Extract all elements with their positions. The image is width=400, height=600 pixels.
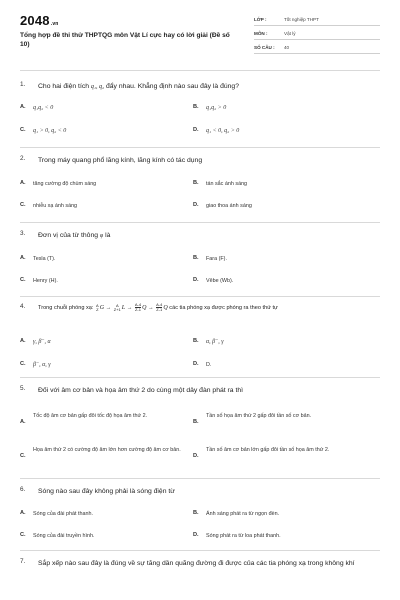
divider <box>20 377 380 378</box>
meta-key: LỚP : <box>254 17 267 22</box>
meta-row-class <box>254 14 380 26</box>
option-text: Henry (H). <box>33 278 58 284</box>
option-label: B. <box>193 510 199 516</box>
option-text: giao thoa ánh sáng <box>206 203 252 209</box>
stem-text: là <box>105 232 111 239</box>
divider <box>20 550 380 551</box>
option-label: B. <box>193 180 199 186</box>
meta-row-count <box>254 42 380 54</box>
option-label: B. <box>193 255 199 261</box>
option-text: q₁q₂ < 0 <box>33 105 54 111</box>
option-text: γ, β⁻, α <box>33 339 51 345</box>
option-text: q₁ > 0, q₂ < 0 <box>33 128 67 134</box>
option-text: Fara (F). <box>206 256 227 262</box>
stem-text: đẩy nhau. Khẳng định nào sau đây là đúng? <box>105 83 239 90</box>
divider <box>20 222 380 223</box>
site-logo[interactable] <box>20 13 59 28</box>
option-label: D. <box>193 532 199 538</box>
option-label: D. <box>193 361 199 367</box>
question-number: 6. <box>20 486 26 493</box>
stem-math: q₁, q₂ <box>90 84 105 90</box>
option-label: B. <box>193 104 199 110</box>
option-label: C. <box>20 532 26 538</box>
stem-text: các tia phóng xạ được phóng ra theo thứ tự <box>169 304 278 311</box>
divider <box>20 147 380 148</box>
question-number: 5. <box>20 385 26 392</box>
meta-value: Vật lý <box>284 31 296 36</box>
question-number: 4. <box>20 303 26 310</box>
document-title: Tổng hợp đề thi thử THPTQG môn Vật Lí cực hay có lời giải (Đề số 10) <box>20 32 230 48</box>
option-label: A. <box>20 338 26 344</box>
option-label: C. <box>20 453 26 459</box>
document-header <box>0 0 400 64</box>
logo-text: 2048 <box>20 13 50 28</box>
logo-suffix: .vn <box>50 21 59 27</box>
arrow-icon: → <box>105 304 112 311</box>
option-label: D. <box>193 127 199 133</box>
meta-value: 40 <box>284 45 290 50</box>
option-text: tán sắc ánh sáng <box>206 181 248 187</box>
nuclide-symbol: L <box>121 304 126 311</box>
nuclide-sup-sub: A Z+1 <box>113 302 121 312</box>
option-label: C. <box>20 127 26 133</box>
stem-math: φ <box>99 233 104 239</box>
option-text: Ánh sáng phát ra từ ngọn đèn. <box>206 511 280 517</box>
arrow-icon: → <box>147 304 154 311</box>
meta-value: Tốt nghiệp THPT <box>284 17 319 22</box>
option-text: Tần số âm cơ bản lớn gấp đôi tần số họa âm thứ 2. <box>206 447 330 453</box>
question-stem: Trong máy quang phổ lăng kính, lăng kính có tác dụng <box>38 157 203 164</box>
option-label: D. <box>193 453 199 459</box>
option-label: C. <box>20 277 26 283</box>
nuclide-sup-sub: $\frac{A-4}{Z-1}$ <box>134 302 142 312</box>
option-label: B. <box>193 419 199 425</box>
option-text: Tesla (T). <box>33 256 56 262</box>
question-stem <box>38 303 378 313</box>
question-number: 3. <box>20 230 26 237</box>
option-label: A. <box>20 255 26 261</box>
option-text: Vêbe (Wb). <box>206 278 234 284</box>
question-stem: Sóng nào sau đây không phải là sóng điện từ <box>38 488 175 495</box>
option-text: q₁q₂ > 0 <box>206 105 227 111</box>
option-text: tăng cường độ chùm sáng <box>33 181 97 187</box>
divider <box>20 296 380 297</box>
question-stem: Đối với âm cơ bản và họa âm thứ 2 do cùng một dây đàn phát ra thì <box>38 387 244 394</box>
option-label: A. <box>20 510 26 516</box>
option-label: A. <box>20 180 26 186</box>
option-text: Tần số họa âm thứ 2 gấp đôi tần số cơ bản. <box>206 413 312 419</box>
option-text: Sóng phát ra từ loa phát thanh. <box>206 533 281 539</box>
meta-row-subject <box>254 28 380 40</box>
option-label: C. <box>20 202 26 208</box>
question-stem <box>38 81 378 93</box>
stem-text: Cho hai điện tích <box>38 83 90 90</box>
option-text: Sóng của đài phát thanh. <box>33 511 93 517</box>
option-text: q₁ < 0, q₂ > 0 <box>206 128 240 134</box>
option-label: A. <box>20 104 26 110</box>
option-label: D. <box>193 202 199 208</box>
option-label: B. <box>193 338 199 344</box>
option-text: nhiễu xạ ánh sáng <box>33 203 78 209</box>
option-label: D. <box>193 277 199 283</box>
arrow-icon: → <box>126 304 133 311</box>
option-label: C. <box>20 361 26 367</box>
option-text: Tốc độ âm cơ bản gấp đôi tốc độ họa âm thứ 2. <box>33 413 148 419</box>
question-number: 2. <box>20 155 26 162</box>
question-number: 1. <box>20 81 26 88</box>
option-text: β⁻, α, γ <box>33 362 51 368</box>
option-text: Họa âm thứ 2 có cường độ âm lớn hơn cường độ âm cơ bản. <box>33 447 181 453</box>
stem-text: Trong chuỗi phóng xạ: <box>38 304 94 311</box>
nuclide-symbol: Q <box>142 304 147 311</box>
nuclide-symbol: Q <box>163 304 168 311</box>
option-text: α, β⁻, γ <box>206 339 224 345</box>
nuclide-sup-sub: $\frac{A-4}{Z-1}$ <box>156 302 163 312</box>
question-stem <box>38 230 378 242</box>
meta-key: MÔN : <box>254 31 268 36</box>
question-stem: Sắp xếp nào sau đây là đúng về sự tăng dần quãng đường đi được của các tia phóng xạ trong không khí <box>38 560 355 567</box>
question-number: 7. <box>20 558 26 565</box>
meta-key: SỐ CÂU : <box>254 45 275 50</box>
option-text: Sóng của đài truyền hình. <box>33 533 95 539</box>
stem-text: Đơn vị của từ thông <box>38 232 99 239</box>
nuclide-symbol: G <box>99 304 105 311</box>
option-text: D. <box>206 362 212 368</box>
nuclide-sup-sub: A Z <box>96 302 99 312</box>
divider <box>20 478 380 479</box>
option-label: A. <box>20 419 26 425</box>
divider <box>20 70 380 71</box>
